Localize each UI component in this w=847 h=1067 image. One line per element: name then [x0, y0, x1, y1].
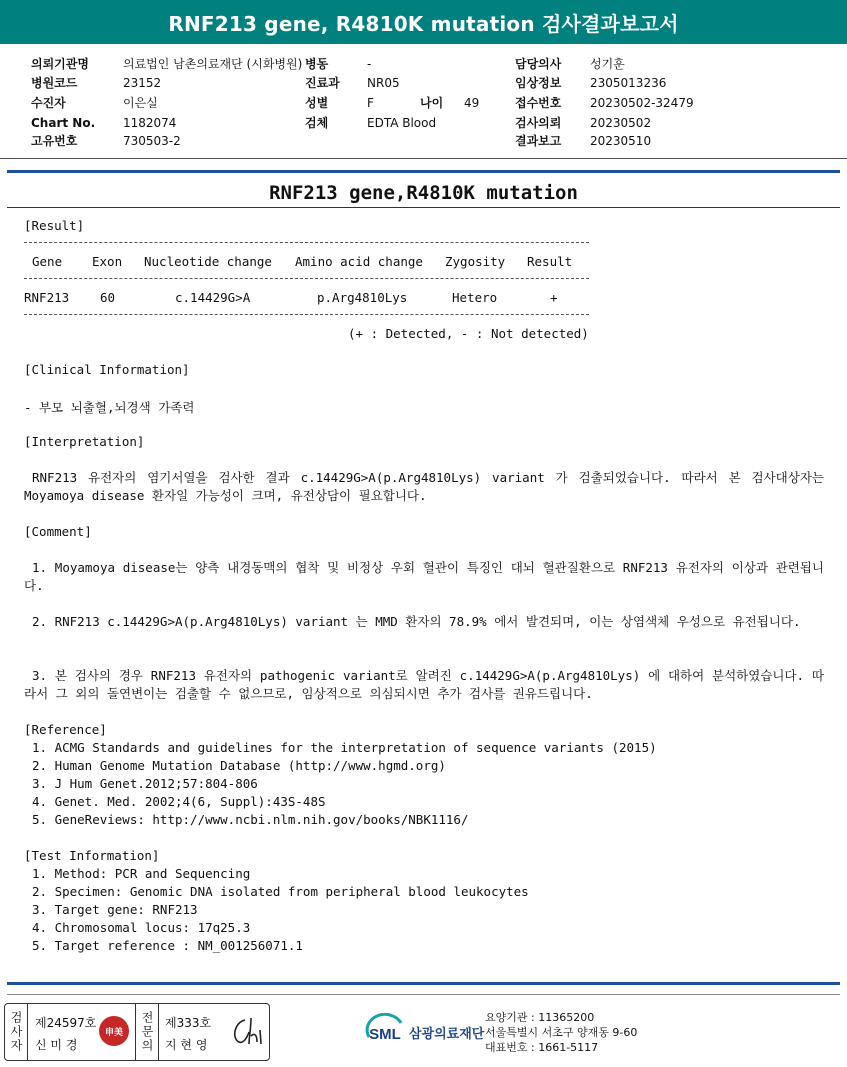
reference-item: 2. Human Genome Mutation Database (http://www.hgmd.org)	[32, 758, 446, 773]
info-value: -	[367, 57, 372, 71]
info-label: 수진자	[31, 96, 66, 110]
tester-name: 신 미 경	[35, 1038, 78, 1052]
result-legend: (+ : Detected, - : Not detected)	[348, 326, 589, 341]
info-value: 20230502-32479	[590, 96, 694, 110]
table-header-rule	[24, 278, 589, 279]
info-value: NR05	[367, 76, 400, 90]
result-section-heading: [Result]	[24, 218, 85, 233]
info-label: 결과보고	[515, 134, 562, 148]
info-value: 20230502	[590, 116, 652, 130]
top-blue-rule	[7, 170, 840, 173]
cell-zygosity: Hetero	[452, 290, 498, 305]
bottom-blue-rule	[7, 982, 840, 985]
test-info-item: 5. Target reference : NM_001256071.1	[32, 938, 303, 953]
org-code: 요양기관 : 11365200	[485, 1011, 595, 1024]
info-label: 성별	[305, 96, 329, 110]
patient-info	[0, 52, 847, 152]
sml-logo-text: SML	[369, 1026, 401, 1043]
comment-3: 3. 본 검사의 경우 RNF213 유전자의 pathogenic variant로 알려진 c.14429G>A(p.Arg4810Lys) 에 대하여 분석하였습니다. 따라서 그 외의 돌연변이는 검출할 수 없으므로, 임상적으로 의심되시면 추가 검사를 권유드립니다.	[24, 668, 824, 701]
sml-logo	[365, 1013, 485, 1051]
tester-label: 검사자	[5, 1004, 28, 1060]
info-value: 의료법인 남촌의료재단 (시화병원)	[123, 57, 303, 71]
clinical-section-heading: [Clinical Information]	[24, 362, 190, 377]
info-value: 20230510	[590, 134, 652, 148]
info-label: Chart No.	[31, 116, 96, 130]
age-value: 49	[464, 96, 480, 110]
info-label: 임상정보	[515, 76, 562, 90]
info-label: 검체	[305, 116, 329, 130]
test-info-item: 4. Chromosomal locus: 17q25.3	[32, 920, 251, 935]
report-title: RNF213 gene,R4810K mutation	[269, 182, 578, 204]
specialist-name: 지 현 영	[165, 1038, 208, 1052]
reference-item: 1. ACMG Standards and guidelines for the interpretation of sequence variants (2015)	[32, 740, 657, 755]
reference-heading: [Reference]	[24, 722, 107, 737]
specialist-signature	[227, 1014, 267, 1050]
cell-result: +	[550, 290, 558, 305]
info-value: 이은실	[123, 96, 158, 110]
org-phone: 대표번호 : 1661-5117	[485, 1041, 599, 1054]
bottom-thin-rule	[7, 994, 840, 995]
org-address: 서울특별시 서초구 양재동 9-60	[485, 1026, 638, 1039]
info-value: 성기훈	[590, 57, 625, 71]
cell-exon: 60	[100, 290, 116, 305]
info-label: 병원코드	[31, 76, 78, 90]
col-gene: Gene	[32, 254, 63, 269]
info-label: 담당의사	[515, 57, 562, 71]
tester-license: 제24597호	[35, 1016, 97, 1030]
title-underline	[7, 207, 840, 208]
info-value: 23152	[123, 76, 162, 90]
test-info-item: 2. Specimen: Genomic DNA isolated from peripheral blood leukocytes	[32, 884, 529, 899]
specialist-license: 제333호	[165, 1016, 212, 1030]
cell-nucleotide: c.14429G>A	[175, 290, 251, 305]
tester-seal-stamp: 申美	[99, 1016, 129, 1046]
info-value: 2305013236	[590, 76, 667, 90]
col-result: Result	[527, 254, 573, 269]
specialist-label: 전문의	[135, 1004, 159, 1060]
test-info-heading: [Test Information]	[24, 848, 160, 863]
info-value: 1182074	[123, 116, 177, 130]
comment-1: 1. Moyamoya disease는 양측 내경동맥의 협착 및 비정상 우회 혈관이 특징인 대뇌 혈관질환으로 RNF213 유전자의 이상과 관련됩니다.	[24, 560, 824, 593]
reference-item: 4. Genet. Med. 2002;4(6, Suppl):43S-48S	[32, 794, 326, 809]
reference-item: 5. GeneReviews: http://www.ncbi.nlm.nih.gov/books/NBK1116/	[32, 812, 469, 827]
col-amino-acid: Amino acid change	[295, 254, 423, 269]
cell-gene: RNF213	[24, 290, 70, 305]
col-exon: Exon	[92, 254, 123, 269]
info-value: 730503-2	[123, 134, 181, 148]
info-label: 접수번호	[515, 96, 562, 110]
report-header-title: RNF213 gene, R4810K mutation 검사결과보고서	[0, 0, 847, 44]
divider	[0, 158, 847, 159]
info-label: 진료과	[305, 76, 340, 90]
sml-logo-mark	[365, 1013, 405, 1047]
table-bottom-rule	[24, 314, 589, 315]
comment-heading: [Comment]	[24, 524, 92, 539]
interpretation-text: RNF213 유전자의 염기서열을 검사한 결과 c.14429G>A(p.Arg4810Lys) variant 가 검출되었습니다. 따라서 본 검사대상자는 Moyamoya disease 환자일 가능성이 크며, 유전상담이 필요합니다.	[24, 470, 824, 503]
age-label: 나이	[420, 96, 444, 110]
table-top-rule	[24, 242, 589, 243]
test-info-item: 1. Method: PCR and Sequencing	[32, 866, 251, 881]
info-value: EDTA Blood	[367, 116, 437, 130]
col-nucleotide: Nucleotide change	[144, 254, 272, 269]
info-label: 의뢰기관명	[31, 57, 89, 71]
signature-box	[4, 1003, 270, 1061]
test-info-item: 3. Target gene: RNF213	[32, 902, 198, 917]
org-info	[485, 1010, 637, 1055]
info-value: F	[367, 96, 374, 110]
reference-item: 3. J Hum Genet.2012;57:804-806	[32, 776, 258, 791]
cell-amino-acid: p.Arg4810Lys	[317, 290, 408, 305]
comment-2: 2. RNF213 c.14429G>A(p.Arg4810Lys) variant 는 MMD 환자의 78.9% 에서 발견되며, 이는 상염색체 우성으로 유전됩니다.	[32, 614, 801, 629]
col-zygosity: Zygosity	[445, 254, 506, 269]
clinical-text: - 부모 뇌출혈,뇌경색 가족력	[24, 400, 195, 415]
info-label: 병동	[305, 57, 329, 71]
interpretation-heading: [Interpretation]	[24, 434, 145, 449]
info-label: 고유번호	[31, 134, 78, 148]
info-label: 검사의뢰	[515, 116, 562, 130]
org-name: 삼광의료재단	[409, 1027, 485, 1042]
